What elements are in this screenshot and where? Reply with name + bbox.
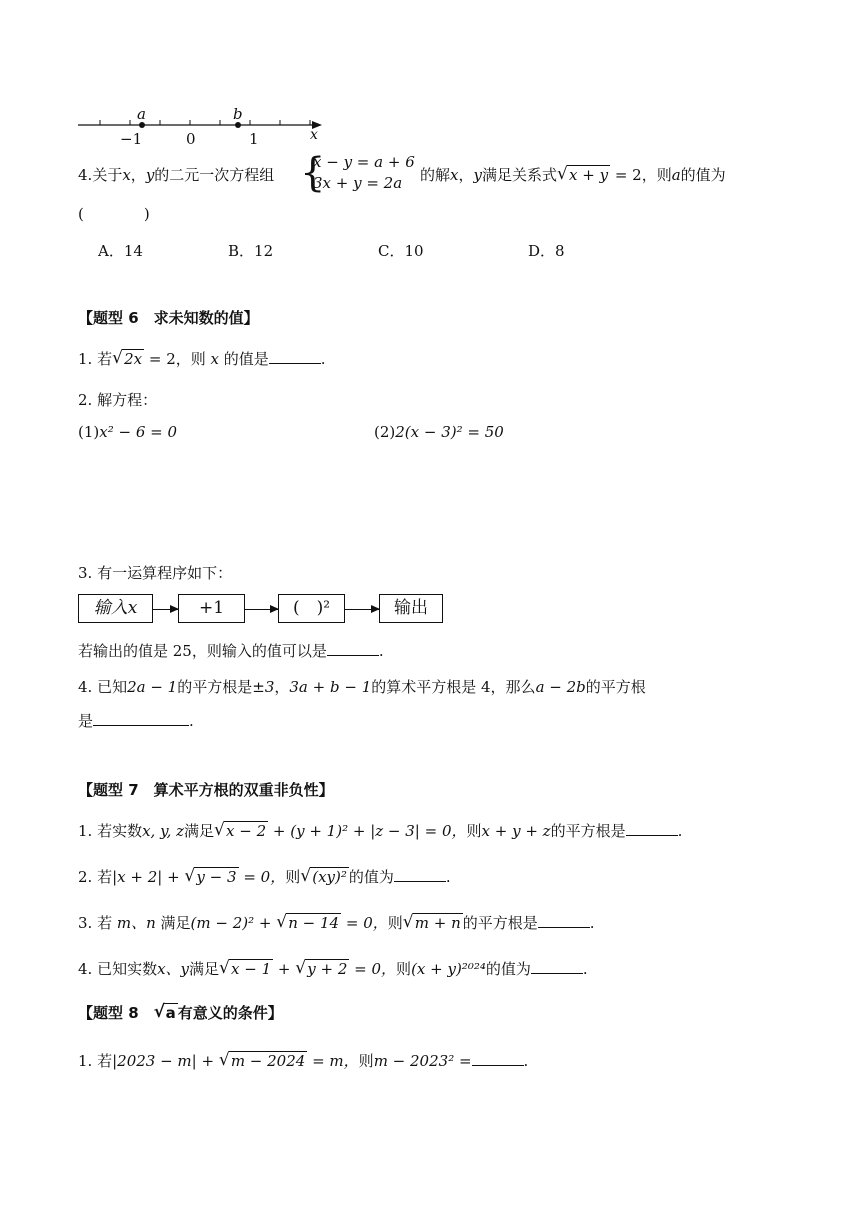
s6-q3-line: 若输出的值是 25，则输入的值可以是 . — [78, 642, 384, 660]
answer-blank[interactable] — [269, 349, 321, 364]
s6-q4: 4. 已知2a − 1的平方根是±3，3a + b − 1的算术平方根是 4，那么a − 2b的平方根 — [78, 678, 646, 696]
axis-label-x: x — [310, 127, 318, 143]
answer-blank[interactable] — [531, 959, 583, 974]
q4-line-rest: 的解x，y满足关系式 √ x + y = 2，则a的值为 — [420, 164, 726, 184]
s7-q4: 4. 已知实数x、y满足 √ x − 1 + √ y + 2 = 0，则(x + y)²⁰²⁴的值为 . — [78, 958, 588, 978]
system-brace: { — [300, 150, 326, 196]
answer-blank[interactable] — [626, 821, 678, 836]
sqrt-x-plus-y: √ x + y — [557, 164, 609, 184]
answer-blank[interactable] — [472, 1051, 524, 1066]
option-a[interactable]: A．14 — [98, 242, 143, 260]
option-c[interactable]: C．10 — [378, 242, 424, 260]
option-b[interactable]: B．12 — [228, 242, 274, 260]
s7-q3: 3. 若 m、n 满足(m − 2)² + √ n − 14 = 0，则 √ m + n 的平方根是 . — [78, 912, 595, 932]
flow-box-output: 输出 — [379, 594, 443, 623]
tick-label-neg1: −1 — [120, 130, 143, 148]
s6-q4-line2: 是 . — [78, 712, 194, 730]
section-7-title: 【题型 7 算术平方根的双重非负性】 — [78, 781, 334, 799]
answer-blank[interactable] — [93, 711, 189, 726]
flow-box-plus1: +1 — [178, 594, 245, 623]
section-8-title: 【题型 8 √ a 有意义的条件】 — [78, 1002, 283, 1022]
section-6-title: 【题型 6 求未知数的值】 — [78, 309, 259, 327]
s7-q2: 2. 若|x + 2| + √ y − 3 = 0，则 √ (xy)² 的值为 . — [78, 866, 451, 886]
system-eq1: x − y = a + 6 — [313, 153, 415, 171]
flow-arrow-3 — [344, 609, 379, 610]
q4-line: 4.关于x，y的二元一次方程组 — [78, 166, 275, 184]
label-a: a — [137, 105, 146, 123]
s6-q2-part1: (1)x² − 6 = 0 — [78, 423, 178, 441]
label-b: b — [233, 105, 243, 123]
flow-arrow-2 — [244, 609, 278, 610]
answer-blank[interactable] — [538, 913, 590, 928]
s6-q2: 2. 解方程： — [78, 391, 158, 409]
s8-q1: 1. 若|2023 − m| + √ m − 2024 = m，则m − 2023² = . — [78, 1050, 529, 1070]
option-d[interactable]: D．8 — [528, 242, 565, 260]
tick-label-1: 1 — [249, 130, 259, 148]
answer-paren: ( ) — [78, 205, 150, 223]
s6-q1: 1. 若 √ 2x = 2，则 x 的值是 . — [78, 348, 326, 368]
s6-q3: 3. 有一运算程序如下： — [78, 564, 233, 582]
s6-q2-part2: (2)2(x − 3)² = 50 — [374, 423, 504, 441]
flow-box-input: 输入x — [78, 594, 153, 623]
number-line — [70, 100, 340, 150]
answer-blank[interactable] — [394, 867, 446, 882]
s7-q1: 1. 若实数x, y, z满足 √ x − 2 + (y + 1)² + |z − 3| = 0，则x + y + z的平方根是 . — [78, 820, 683, 840]
flow-arrow-1 — [152, 609, 178, 610]
tick-label-0: 0 — [186, 130, 196, 148]
answer-blank[interactable] — [327, 641, 379, 656]
flow-box-square: ( )² — [278, 594, 345, 623]
system-eq2: 3x + y = 2a — [313, 174, 403, 192]
